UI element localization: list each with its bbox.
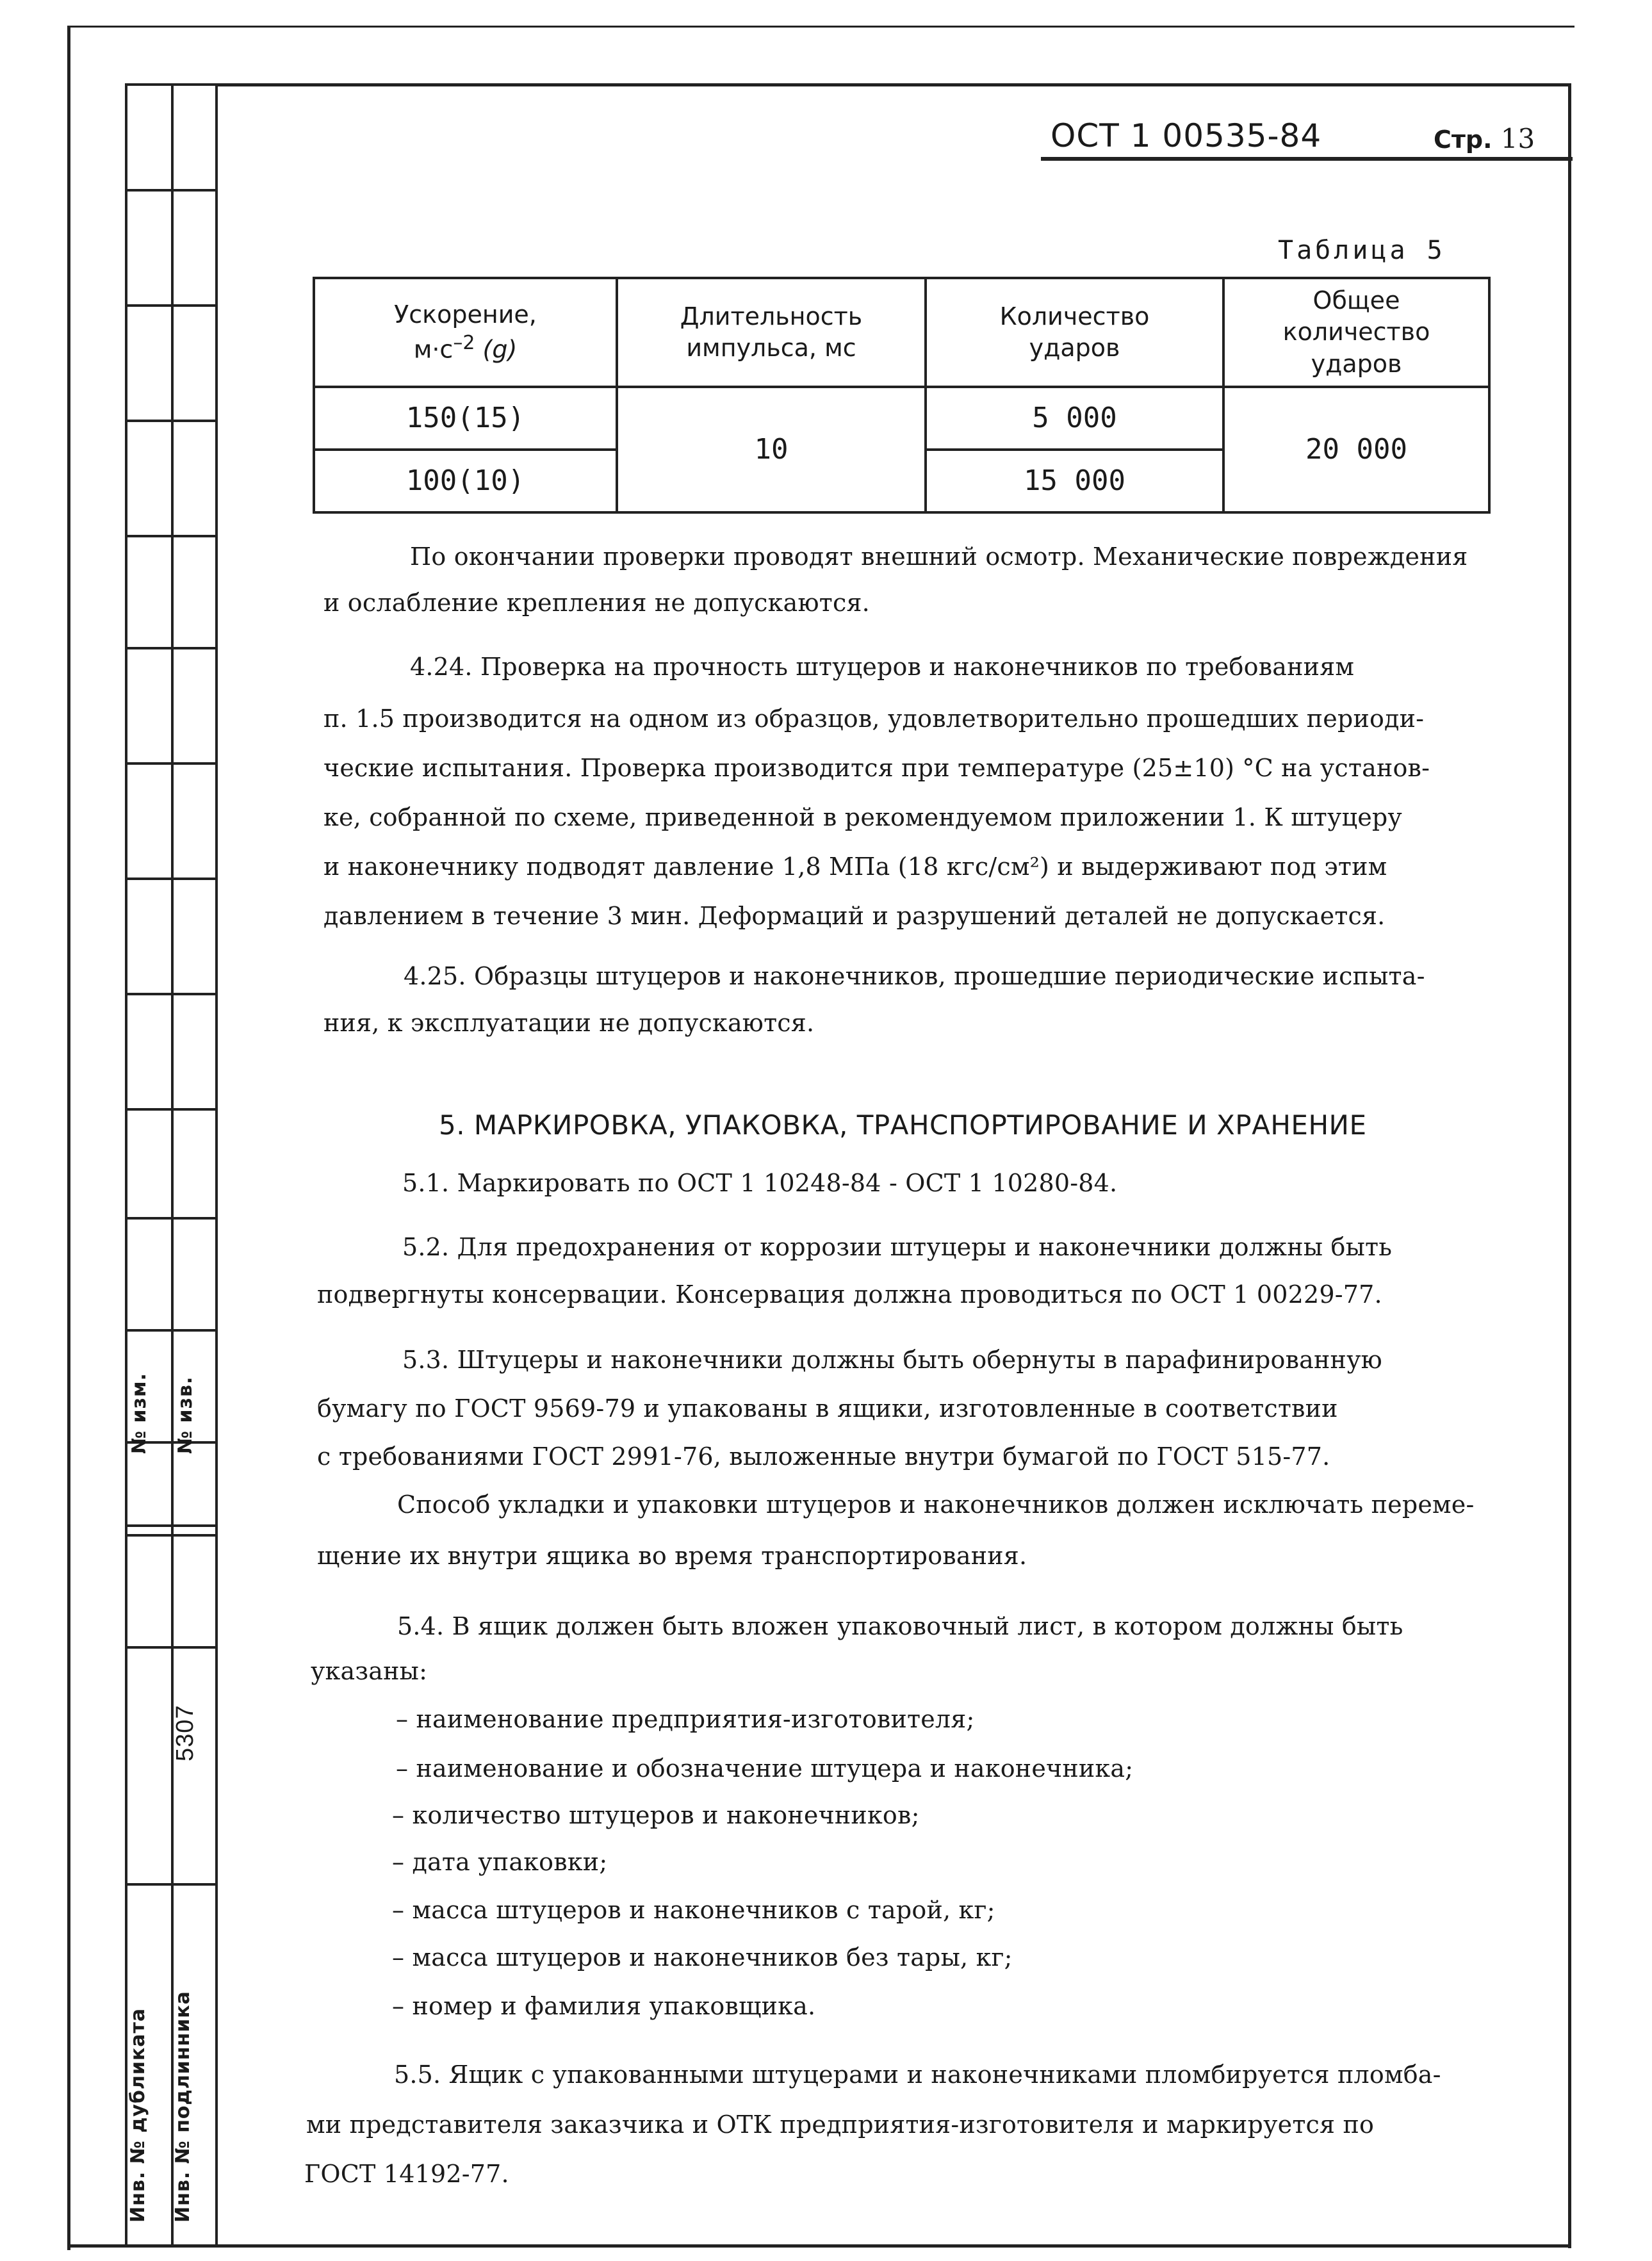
paragraph-5-2-line1: 5.2. Для предохранения от коррозии штуцеры и наконечники должны быть xyxy=(402,1233,1393,1261)
paragraph-4-25-line2: ния, к эксплуатации не допускаются. xyxy=(323,1009,815,1037)
paragraph-5-4-line1: 5.4. В ящик должен быть вложен упаковочный лист, в котором должны быть xyxy=(397,1612,1403,1640)
acceleration-table xyxy=(313,277,1491,514)
acceleration-label: Ускорение, xyxy=(394,300,537,329)
paragraph-packing-method-line2: щение их внутри ящика во время транспортирования. xyxy=(317,1542,1027,1570)
frame-inner-top-border xyxy=(218,83,1571,86)
paragraph-5-5-line1: 5.5. Ящик с упакованными штуцерами и наконечниками пломбируется пломба- xyxy=(394,2061,1441,2089)
paragraph-inspection-line1: По окончании проверки проводят внешний осмотр. Механические повреждения xyxy=(410,543,1468,571)
original-inventory-label: Инв. № подлинника xyxy=(172,1991,194,2223)
paragraph-5-5-line2: ми представителя заказчика и ОТК предприятия-изготовителя и маркируется по xyxy=(306,2110,1375,2139)
list-item: – номер и фамилия упаковщика. xyxy=(392,1992,816,2020)
original-inventory-number: 5307 xyxy=(172,1704,199,1761)
header-total: Общее количество ударов xyxy=(1223,278,1489,387)
list-item: – количество штуцеров и наконечников; xyxy=(392,1801,920,1829)
list-item: – наименование предприятия-изготовителя; xyxy=(396,1705,975,1733)
paragraph-5-1: 5.1. Маркировать по ОСТ 1 10248-84 - ОСТ 1 10280-84. xyxy=(402,1169,1118,1197)
frame-right-border xyxy=(1568,83,1571,2248)
table-caption: Таблица 5 xyxy=(1278,236,1446,265)
duration-value: 10 xyxy=(617,387,926,512)
acceleration-unit-exponent: –2 xyxy=(453,332,475,355)
change-no-label: № изм. xyxy=(128,1373,151,1454)
row2-count: 15 000 xyxy=(926,450,1223,512)
page-number: 13 xyxy=(1500,123,1535,154)
paragraph-5-3-line1: 5.3. Штуцеры и наконечники должны быть обернуты в парафинированную xyxy=(402,1346,1382,1374)
total-value: 20 000 xyxy=(1223,387,1489,512)
paragraph-5-3-line2: бумагу по ГОСТ 9569-79 и упакованы в ящики, изготовленные в соответствии xyxy=(317,1394,1338,1423)
paragraph-4-24-line2: п. 1.5 производится на одном из образцов, удовлетворительно прошедших периоди- xyxy=(323,705,1425,733)
list-item: – масса штуцеров и наконечников без тары, кг; xyxy=(392,1943,1013,1971)
paragraph-4-24-line5: и наконечнику подводят давление 1,8 МПа (18 кгс/см²) и выдерживают под этим xyxy=(323,853,1387,881)
list-item: – масса штуцеров и наконечников с тарой, кг; xyxy=(392,1896,995,1924)
paragraph-4-25-line1: 4.25. Образцы штуцеров и наконечников, прошедшие периодические испыта- xyxy=(404,962,1425,990)
row1-acceleration: 150(15) xyxy=(314,387,617,450)
document-code: ОСТ 1 00535-84 xyxy=(1051,117,1322,154)
paragraph-4-24-line6: давлением в течение 3 мин. Деформаций и разрушений деталей не допускается. xyxy=(323,902,1386,930)
page-label: Стр. xyxy=(1434,126,1493,154)
acceleration-unit: м·с xyxy=(413,335,454,364)
header-rule xyxy=(1041,157,1573,161)
duplicate-inventory-label: Инв. № дубликата xyxy=(127,2007,149,2223)
notice-no-label: № изв. xyxy=(174,1376,197,1454)
header-duration: Длительность импульса, мс xyxy=(617,278,926,387)
row2-acceleration: 100(10) xyxy=(314,450,617,512)
header-acceleration xyxy=(314,278,617,387)
paragraph-5-3-line3: с требованиями ГОСТ 2991-76, выложенные внутри бумагой по ГОСТ 515-77. xyxy=(317,1442,1330,1471)
header-count: Количество ударов xyxy=(926,278,1223,387)
list-item: – наименование и обозначение штуцера и наконечника; xyxy=(396,1754,1134,1783)
paragraph-packing-method-line1: Способ укладки и упаковки штуцеров и наконечников должен исключать переме- xyxy=(397,1490,1475,1519)
paragraph-4-24-line3: ческие испытания. Проверка производится при температуре (25±10) °С на установ- xyxy=(323,754,1430,782)
list-item: – дата упаковки; xyxy=(392,1848,608,1876)
paragraph-inspection-line2: и ослабление крепления не допускаются. xyxy=(323,589,870,617)
paragraph-5-5-line3: ГОСТ 14192-77. xyxy=(304,2160,509,2188)
page-number-label xyxy=(1434,123,1535,154)
section-5-heading: 5. МАРКИРОВКА, УПАКОВКА, ТРАНСПОРТИРОВАНИЕ И ХРАНЕНИЕ xyxy=(439,1109,1367,1141)
paragraph-4-24-line1: 4.24. Проверка на прочность штуцеров и наконечников по требованиям xyxy=(410,653,1355,681)
paragraph-4-24-line4: ке, собранной по схеме, приведенной в рекомендуемом приложении 1. К штуцеру xyxy=(323,803,1402,831)
side-stamp xyxy=(125,83,218,2245)
paragraph-5-2-line2: подвергнуты консервации. Консервация должна проводиться по ОСТ 1 00229-77. xyxy=(317,1280,1382,1309)
row1-count: 5 000 xyxy=(926,387,1223,450)
acceleration-g: (g) xyxy=(482,335,518,364)
paragraph-5-4-line2: указаны: xyxy=(311,1657,428,1685)
frame-bottom-border xyxy=(67,2244,1571,2248)
